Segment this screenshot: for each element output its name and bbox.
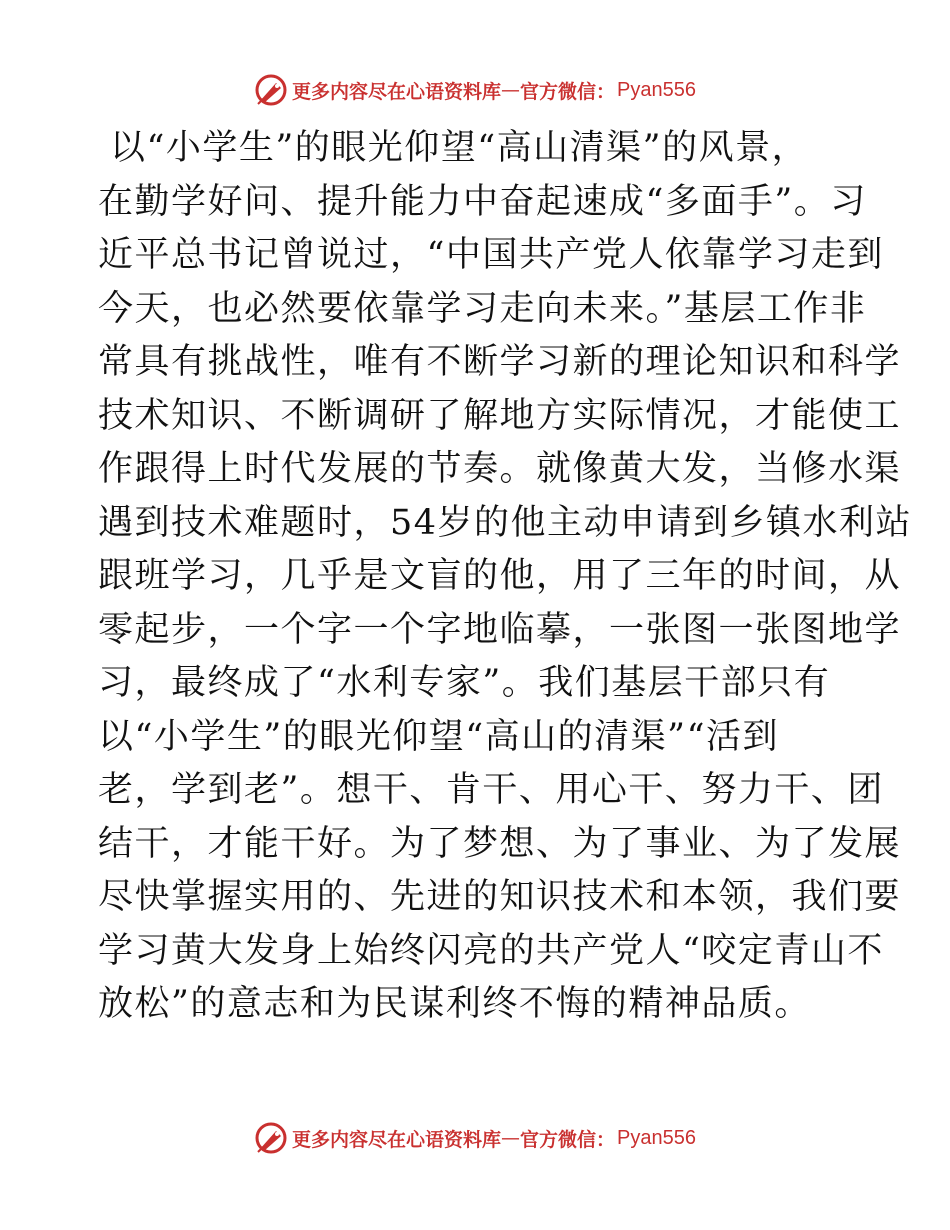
text-line: 零起步，一个字一个字地临摹，一张图一张图地学 — [98, 609, 902, 650]
text-line: 老，学到老”。想干、肯干、用心干、努力干、团 — [98, 770, 884, 810]
banner-brand-text: 更多内容尽在心语资料库 — [292, 80, 502, 103]
text-line: 常具有挑战性，唯有不断学习新的理论知识和科学 — [98, 342, 902, 382]
text-line: 遇到技术难题时，54岁的他主动申请到乡镇水利站 — [98, 502, 913, 543]
banner-separator: — — [501, 79, 521, 101]
banner-separator: — — [501, 1127, 521, 1149]
text-line: 作跟得上时代发展的节奏。就像黄大发，当修水渠 — [98, 449, 902, 489]
text-line: 跟班学习，几乎是文盲的他，用了三年的时间，从 — [98, 556, 902, 596]
pen-nib-logo-icon — [254, 1121, 288, 1155]
banner-account-id: Pyan556 — [617, 78, 696, 101]
banner-brand-text: 更多内容尽在心语资料库 — [292, 1128, 502, 1151]
text-line: 放松”的意志和为民谋利终不悔的精神品质。 — [98, 984, 811, 1024]
header-banner — [0, 70, 950, 110]
text-line: 技术知识、不断调研了解地方实际情况，才能使工 — [98, 395, 902, 436]
text-line: 习，最终成了“水利专家”。我们基层干部只有 — [98, 663, 831, 703]
text-line: 结干，才能干好。为了梦想、为了事业、为了发展 — [98, 823, 902, 864]
text-line: 以“小学生”的眼光仰望“高山清渠”的风景， — [110, 128, 809, 168]
body-paragraph — [98, 122, 913, 1032]
text-line: 在勤学好问、提升能力中奋起速成“多面手”。习 — [98, 181, 867, 222]
text-line: 今天，也必然要依靠学习走向未来。”基层工作非 — [98, 288, 867, 329]
text-line: 尽快掌握实用的、先进的知识技术和本领，我们要 — [98, 877, 902, 917]
text-line: 学习黄大发身上始终闪亮的共产党人“咬定青山不 — [98, 930, 884, 971]
text-line: 近平总书记曾说过，“中国共产党人依靠学习走到 — [98, 235, 884, 275]
pen-nib-logo-icon — [254, 73, 288, 107]
banner-account-id: Pyan556 — [617, 1126, 696, 1149]
banner-official-label: 官方微信： — [520, 1128, 616, 1151]
banner-official-label: 官方微信： — [520, 80, 616, 103]
text-line: 以“小学生”的眼光仰望“高山的清渠”“活到 — [98, 716, 779, 757]
footer-banner — [0, 1118, 950, 1158]
